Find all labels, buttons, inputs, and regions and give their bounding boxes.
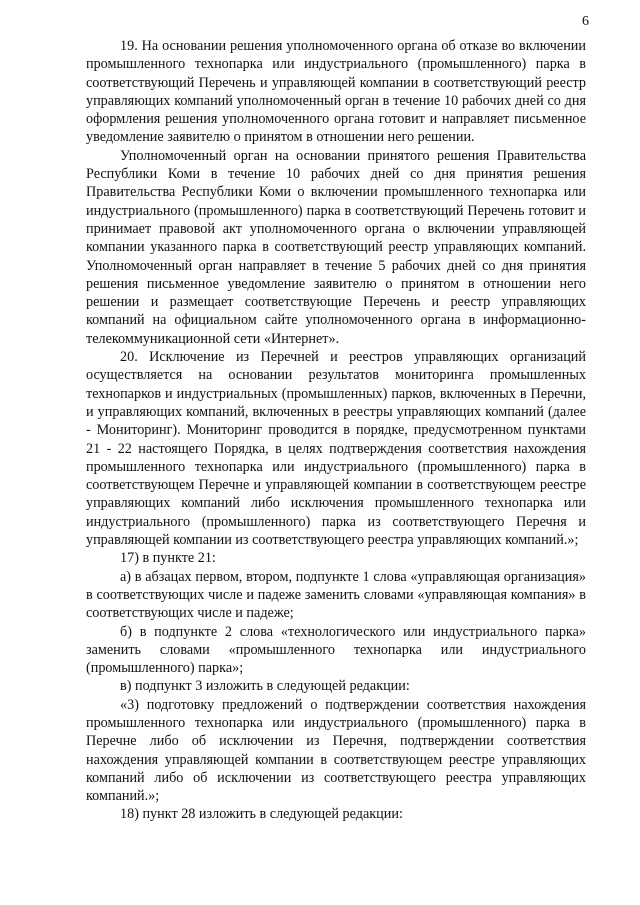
paragraph-authorized-body: Уполномоченный орган на основании принятого решения Правительства Республики Коми в течение 10 рабочих дней со дня принятия решения Правительства Республики Коми о включении промышленного технопарка или индустриального (промышленного) парка в соответствующий Перечень готовит и принимает правовой акт уполномоченного органа о включении управляющей компании указанного парка в соответствующий реестр управляющих компаний. Уполномоченный орган направляет в течение 5 рабочих дней со дня принятия решения письменное уведомление заявителю о принятом в отношении него решении и размещает соответствующие Перечень и реестр управляющих компаний на официальном сайте уполномоченного органа в информационно-телекоммуникационной сети «Интернет».: [86, 147, 586, 347]
paragraph-20: 20. Исключение из Перечней и реестров управляющих организаций осуществляется на основании результатов мониторинга промышленных технопарков и индустриальных (промышленных) парков, включенных в Перечни, и управляющих компаний, включенных в реестры управляющих компаний (далее - Мониторинг). Мониторинг проводится в порядке, предусмотренном пунктами 21 - 22 настоящего Порядка, в целях подтверждения соответствия нахождения промышленного технопарка или индустриального (промышленного) парка в соответствующем Перечне и управляющей компании в соответствующем реестре управляющих компаний либо исключения промышленного технопарка или индустриального (промышленного) парка из соответствующего Перечня и управляющей компании из соответствующего реестра управляющих компаний.»;: [86, 349, 586, 549]
page-number: 6: [582, 14, 589, 29]
paragraph-item-17b: б) в подпункте 2 слова «технологического или индустриального парка» заменить словами «промышленного технопарка или индустриального (промышленного) парка»;: [86, 623, 586, 677]
paragraph-item-17: 17) в пункте 21:: [120, 550, 216, 567]
paragraph-subitem-3: «3) подготовку предложений о подтверждении соответствия нахождения промышленного технопарка или индустриального (промышленного) парка в Перечне либо об исключении из Перечня, подтверждении соответствия нахождения управляющей компании в соответствующем реестре управляющих компаний либо об исключении из соответствующего реестра управляющих компаний.»;: [86, 696, 586, 805]
paragraph-19: 19. На основании решения уполномоченного органа об отказе во включении промышленного технопарка или индустриального (промышленного) парка в соответствующий Перечень и управляющей компании в соответствующий реестр управляющих компаний уполномоченный орган в течение 10 рабочих дней со дня оформления решения уполномоченного органа готовит и направляет письменное уведомление заявителю о принятом в отношении него решении.: [86, 38, 586, 146]
document-body: [86, 37, 586, 824]
paragraph-item-17v: в) подпункт 3 изложить в следующей редакции:: [120, 678, 410, 695]
paragraph-item-17a: а) в абзацах первом, втором, подпункте 1 слова «управляющая организация» в соответствующих числе и падеже заменить словами «управляющая компания» в соответствующих числе и падеже;: [86, 568, 586, 622]
paragraph-item-18: 18) пункт 28 изложить в следующей редакции:: [120, 806, 403, 823]
